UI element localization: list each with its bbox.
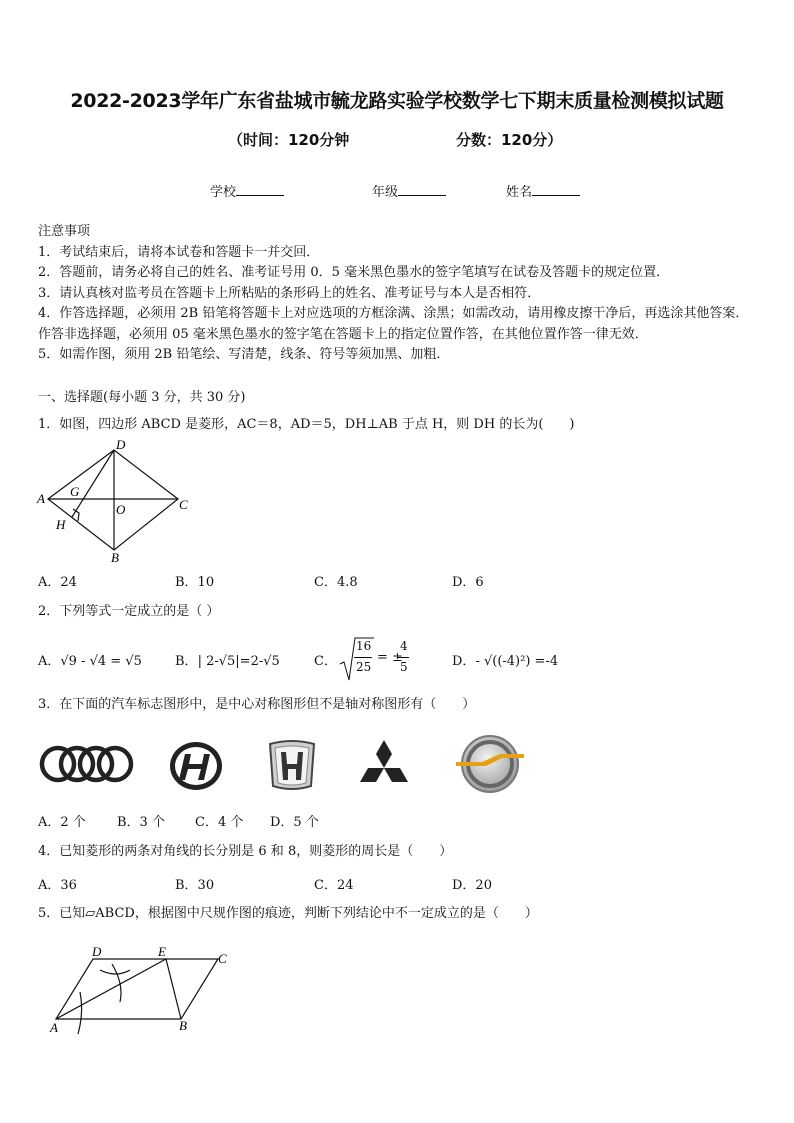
fraction-bar [354,657,372,658]
q3-stem: 3．在下面的汽车标志图形中，是中心对称图形但不是轴对称图形有（ ） [38,697,476,712]
q3-option-c: C．4 个 [195,815,244,830]
school-blank [236,183,284,196]
note-item: 3．请认真核对监考员在答题卡上所粘贴的条形码上的姓名、准考证号与本人是否相符． [38,285,541,301]
q5-stem: 5．已知▱ABCD，根据图中尺规作图的痕迹，判断下列结论中不一定成立的是（ ） [38,906,538,921]
grade-field: 年级 [372,181,446,200]
label-d: D [92,944,102,959]
q2-option-d: D．- √((-4)²) =-4 [452,654,559,669]
label-o: O [116,502,126,517]
parallelogram-outline [56,959,218,1019]
segment-eb [166,959,181,1019]
mitsubishi-logo [354,736,414,792]
school-field: 学校 [210,181,284,200]
q1-option-b: B．10 [175,575,215,590]
hyundai-logo [166,738,226,794]
construction-arc [78,992,82,1034]
q1-rhombus-figure [34,436,194,564]
label-a: A [50,1020,58,1035]
q4-option-c: C．24 [314,878,354,893]
construction-arc [112,964,121,1002]
label-b: B [111,550,119,564]
q1-option-c: C．4.8 [314,575,358,590]
q2-stem: 2．下列等式一定成立的是（ ） [38,604,220,619]
rhombus-outline [48,450,178,550]
q3-option-b: B．3 个 [117,815,165,830]
audi-logo [38,736,134,792]
fraction-bar [398,657,409,658]
q5-parallelogram-figure [40,940,240,1040]
q4-option-b: B．30 [175,878,215,893]
q1-option-a: A．24 [38,575,77,590]
label-e: E [158,944,166,959]
q4-option-a: A．36 [38,878,77,893]
q2-option-b: B．| 2-√5|=2-√5 [175,654,280,669]
section-heading: 一、选择题(每小题 3 分，共 30 分) [38,390,246,405]
q1-option-d: D．6 [452,575,484,590]
label-b: B [179,1018,187,1033]
score-info: 分数：120分） [456,131,563,149]
q1-stem: 1．如图，四边形 ABCD 是菱形，AC＝8，AD＝5，DH⊥AB 于点 H，则 DH 的长为( ) [38,417,575,432]
note-item: 2．答题前，请务必将自己的姓名、准考证号用 0．5 毫米黑色墨水的签字笔填写在试卷及答题卡的规定位置． [38,265,670,280]
q4-stem: 4．已知菱形的两条对角线的长分别是 6 和 8，则菱形的周长是（ ） [38,844,453,859]
label-c: C [179,497,188,512]
label-h: H [56,517,66,532]
note-item: 4．作答选择题，必须用 2B 铅笔将答题卡上对应选项的方框涂满、涂黑；如需改动，请用橡皮擦干净后，再选涂其他答案．作答非选择题，必须用 05 毫米黑色墨水的签字笔在答题卡上的指定位置作答，在其他位置作答一律无效． [38,306,749,342]
segment-ae [56,959,166,1019]
honda-logo [264,738,320,794]
paper-title: 2022-2023学年广东省盐城市毓龙路实验学校数学七下期末质量检测模拟试题 [70,90,724,112]
note-item: 5．如需作图，须用 2B 铅笔绘、写清楚，线条、符号等须加黑、加粗． [38,347,450,362]
q3-option-d: D．5 个 [270,815,319,830]
notes-heading: 注意事项 [38,224,91,239]
label-g: G [70,484,80,499]
note-item: 1．考试结束后，请将本试卷和答题卡一并交回． [38,244,320,260]
name-blank [532,183,580,196]
q2-option-a: A．√9 - √4 = √5 [38,654,142,669]
label-a: A [37,491,45,506]
time-info: （时间：120分钟 [228,131,350,149]
opel-logo [452,732,528,796]
q4-option-d: D．20 [452,878,492,893]
label-d: D [116,437,126,452]
notes-block [38,222,758,366]
name-field: 姓名 [506,181,580,200]
label-c: C [218,951,227,966]
q3-option-a: A．2 个 [38,815,86,830]
grade-blank [398,183,446,196]
